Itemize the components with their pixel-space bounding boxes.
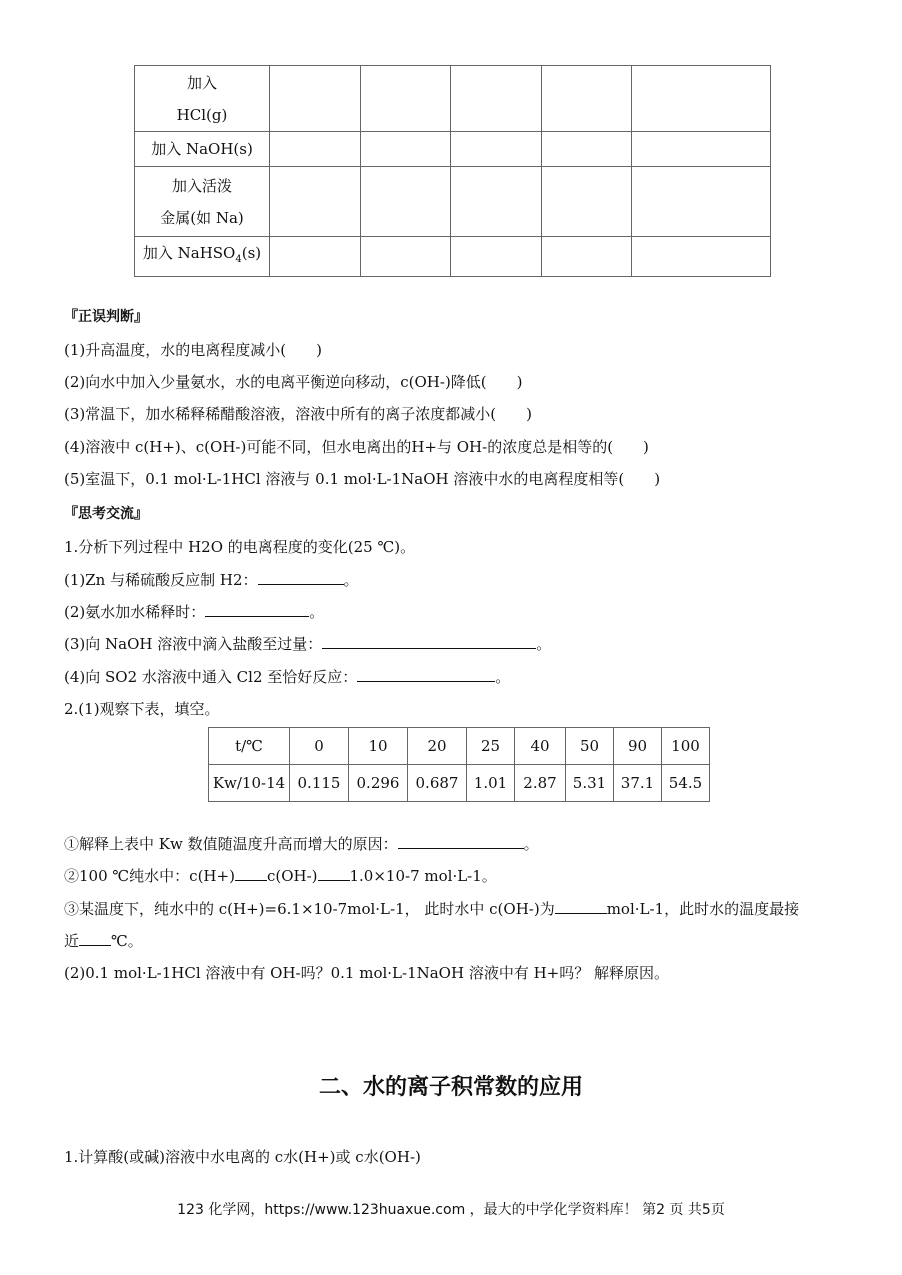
question-1-item-3 (64, 633, 551, 654)
label-tail: (s) (241, 244, 262, 262)
circle-item-2 (64, 865, 497, 886)
kw-header-cell: t/℃ (209, 728, 290, 765)
row-label-line2: HCl(g) (176, 105, 228, 124)
answer-blank[interactable] (322, 634, 536, 649)
question-1-item-2 (64, 601, 324, 622)
row-label-line2: 金属(如 Na) (160, 208, 244, 227)
table-cell (270, 237, 361, 277)
item-text: (1)Zn 与稀硫酸反应制 H2： (64, 571, 258, 589)
row-label-hcl (135, 66, 270, 132)
label-text: 加入 NaHSO (142, 244, 236, 262)
row-label-line1: 加入活泼 (171, 176, 232, 195)
question-1-item-4 (64, 666, 510, 687)
question-1-item-1 (64, 569, 359, 590)
discussion-header: 『思考交流』 (64, 506, 148, 522)
kw-header-cell: 40 (515, 728, 566, 765)
kw-header-cell: 50 (566, 728, 614, 765)
table-cell (270, 132, 361, 167)
circle-item-1 (64, 833, 539, 854)
kw-value-cell: 2.87 (515, 765, 566, 802)
kw-value-cell: 1.01 (467, 765, 515, 802)
kw-header-cell: 20 (408, 728, 467, 765)
item-text: ①解释上表中 Kw 数值随温度升高而增大的原因： (64, 835, 398, 853)
page-footer: 123 化学网，https://www.123huaxue.com ，最大的中学化学资料库！ 第2 页 共5页 (177, 1202, 725, 1218)
table-cell (361, 167, 451, 237)
item-text: ℃。 (111, 932, 143, 950)
kw-value-cell: 0.687 (408, 765, 467, 802)
table-cell (542, 167, 632, 237)
table-cell (451, 167, 542, 237)
answer-blank[interactable] (555, 899, 607, 914)
row-label-na (135, 167, 270, 237)
kw-value-cell: 37.1 (614, 765, 662, 802)
item-text: 1.0×10-7 mol·L-1。 (349, 867, 497, 885)
item-text: ②100 ℃纯水中：c(H+) (64, 867, 235, 885)
table-cell (361, 132, 451, 167)
judgment-item-2: (2)向水中加入少量氨水，水的电离平衡逆向移动，c(OH-)降低( ) (64, 373, 523, 391)
row-label-line1: 加入 (186, 73, 217, 92)
answer-blank[interactable] (235, 866, 267, 881)
item-text: ③某温度下，纯水中的 c(H+)=6.1×10-7mol·L-1， 此时水中 c(OH-)为 (64, 900, 555, 918)
answer-blank[interactable] (398, 834, 524, 849)
item-text: (2)氨水加水稀释时： (64, 603, 206, 621)
table-cell (361, 237, 451, 277)
section-2-item-1: 1.计算酸(或碱)溶液中水电离的 c水(H+)或 c水(OH-) (64, 1148, 421, 1166)
judgment-item-5: (5)室温下，0.1 mol·L-1HCl 溶液与 0.1 mol·L-1NaOH 溶液中水的电离程度相等( ) (64, 470, 661, 488)
table-cell (270, 66, 361, 132)
effects-table (134, 65, 771, 277)
question-2: 2.(1)观察下表，填空。 (64, 700, 220, 718)
item-text: mol·L-1，此时水的温度最接 (606, 900, 800, 918)
table-cell (632, 167, 771, 237)
period: 。 (343, 571, 359, 589)
answer-blank[interactable] (205, 602, 309, 617)
kw-value-label: Kw/10-14 (209, 765, 290, 802)
table-cell (542, 66, 632, 132)
judgment-item-1: (1)升高温度，水的电离程度减小( ) (64, 341, 322, 359)
table-cell (542, 237, 632, 277)
kw-header-cell: 25 (467, 728, 515, 765)
kw-header-cell: 10 (349, 728, 408, 765)
answer-blank[interactable] (79, 931, 111, 946)
circle-item-3 (64, 898, 799, 919)
circle-item-3-cont (64, 930, 143, 951)
kw-header-cell: 100 (662, 728, 710, 765)
kw-table (208, 727, 710, 802)
item-text: (4)向 SO2 水溶液中通入 Cl2 至恰好反应： (64, 668, 358, 686)
row-label-naoh: 加入 NaOH(s) (135, 132, 270, 167)
judgment-header: 『正误判断』 (64, 309, 148, 325)
label-sub: 4 (235, 254, 242, 265)
judgment-item-4: (4)溶液中 c(H+)、c(OH-)可能不同，但水电离出的H+与 OH-的浓度总是相等的( ) (64, 438, 649, 456)
table-cell (361, 66, 451, 132)
kw-header-cell: 90 (614, 728, 662, 765)
table-cell (451, 66, 542, 132)
kw-value-cell: 54.5 (662, 765, 710, 802)
table-cell (451, 237, 542, 277)
kw-header-cell: 0 (290, 728, 349, 765)
kw-value-cell: 5.31 (566, 765, 614, 802)
table-cell (270, 167, 361, 237)
row-label-nahso4 (135, 237, 270, 277)
question-2-part-2: (2)0.1 mol·L-1HCl 溶液中有 OH-吗？0.1 mol·L-1NaOH 溶液中有 H+吗？ 解释原因。 (64, 964, 670, 982)
item-text: c(OH-) (266, 867, 318, 885)
table-cell (632, 132, 771, 167)
answer-blank[interactable] (357, 667, 495, 682)
answer-blank[interactable] (318, 866, 350, 881)
section-title: 二、水的离子积常数的应用 (318, 1075, 583, 1100)
table-cell (632, 237, 771, 277)
period: 。 (309, 603, 325, 621)
item-text: (3)向 NaOH 溶液中滴入盐酸至过量： (64, 635, 323, 653)
table-cell (542, 132, 632, 167)
period: 。 (536, 635, 552, 653)
kw-value-cell: 0.115 (290, 765, 349, 802)
judgment-item-3: (3)常温下，加水稀释稀醋酸溶液，溶液中所有的离子浓度都减小( ) (64, 405, 532, 423)
table-cell (632, 66, 771, 132)
item-text: 近 (64, 932, 80, 950)
period: 。 (495, 668, 511, 686)
table-cell (451, 132, 542, 167)
kw-value-cell: 0.296 (349, 765, 408, 802)
period: 。 (523, 835, 539, 853)
answer-blank[interactable] (258, 570, 344, 585)
question-1: 1.分析下列过程中 H2O 的电离程度的变化(25 ℃)。 (64, 538, 416, 556)
